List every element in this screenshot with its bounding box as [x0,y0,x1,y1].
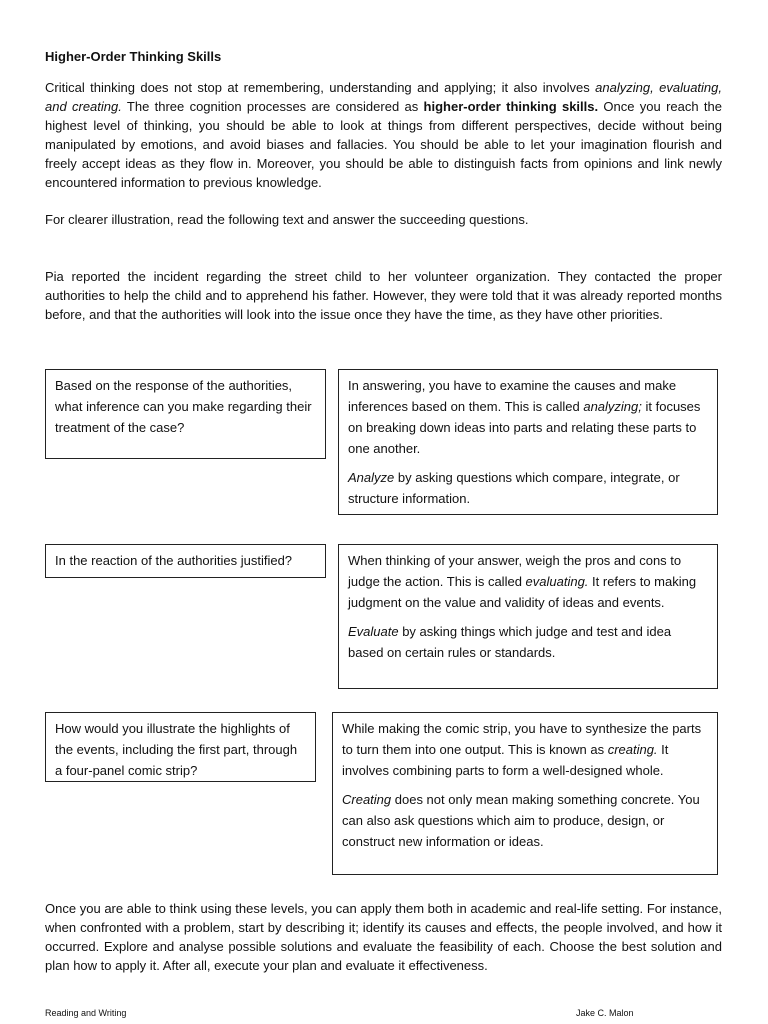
question-box-3 [45,712,316,782]
skill-verb: Analyze [348,470,395,485]
question-text: In the reaction of the authorities justified? [55,553,293,568]
answer-tip [348,621,708,663]
tip-text: by asking questions which compare, integrate, or structure information. [348,470,680,506]
answer-text: In answering, you have to examine the causes and make inferences based on them. This is called [348,378,677,414]
answer-explanation [348,550,708,613]
skill-term: analyzing; [583,399,642,414]
footer-author: Jake C. Malon [576,1008,634,1018]
skill-term: evaluating. [525,574,589,589]
skill-term: creating. [607,742,658,757]
answer-tip [348,467,708,509]
answer-box-3 [332,712,718,875]
skill-verb: Creating [342,792,392,807]
footer-subject: Reading and Writing [45,1008,127,1018]
answer-tip [342,789,708,852]
answer-explanation [348,375,708,459]
question-text: How would you illustrate the highlights of the events, including the first part, through a four-panel comic strip? [55,721,298,778]
answer-box-1 [338,369,718,515]
answer-text: When thinking of your answer, weigh the pros and cons to judge the action. This is called [348,553,682,589]
instruction-paragraph: For clearer illustration, read the following text and answer the succeeding questions. [45,212,529,227]
answer-box-2 [338,544,718,689]
answer-text: While making the comic strip, you have to synthesize the parts to turn them into one output. This is known as [342,721,702,757]
question-box-1 [45,369,326,459]
question-text: Based on the response of the authorities, what inference can you make regarding their treatment of the case? [55,378,312,435]
tip-text: does not only mean making something concrete. You can also ask questions which aim to produce, design, or construct new information or ideas. [342,792,700,849]
answer-text: It refers to making judgment on the value and validity of ideas and events. [348,574,697,610]
intro-text-2: The three cognition processes are considered as [121,99,424,114]
closing-paragraph: Once you are able to think using these levels, you can apply them both in academic and real-life setting. For instance, when confronted with a problem, start by describing it; identify its causes and effects, the people involved, and how it occurred. Explore and analyse possible solutions and evaluate the feasibility of each. Choose the best solution and plan how to apply it. After all, execute your plan and evaluate it effectiveness. [45,901,722,973]
section-heading: Higher-Order Thinking Skills [45,49,222,64]
intro-text-1: Critical thinking does not stop at remembering, understanding and applying; it also involves [45,80,596,95]
answer-text: It involves combining parts to form a well-designed whole. [342,742,669,778]
skill-verb: Evaluate [348,624,399,639]
passage-paragraph: Pia reported the incident regarding the street child to her volunteer organization. They contacted the proper authorities to help the child and to apprehend his father. However, they were told that it was already reported months before, and that the authorities will look into the issue once they have the time, as they have other priorities. [45,269,722,322]
intro-processes: analyzing, evaluating, and creating. [45,80,722,114]
tip-text: by asking things which judge and test and idea based on certain rules or standards. [348,624,672,660]
intro-text-3: Once you reach the highest level of thinking, you should be able to look at things from different perspectives, decide without being manipulated by emotions, and avoid biases and fallacies. You should be able to let your imagination flourish and freely accept ideas as they flow in. Moreover, you should be able to distinguish facts from opinions and link newly encountered information to previous knowledge. [45,99,722,190]
question-box-2 [45,544,326,578]
answer-explanation [342,718,708,781]
answer-text: it focuses on breaking down ideas into parts and relating these parts to one another. [348,399,701,456]
intro-paragraph [45,78,722,192]
intro-hots-term: higher-order thinking skills. [423,99,599,114]
